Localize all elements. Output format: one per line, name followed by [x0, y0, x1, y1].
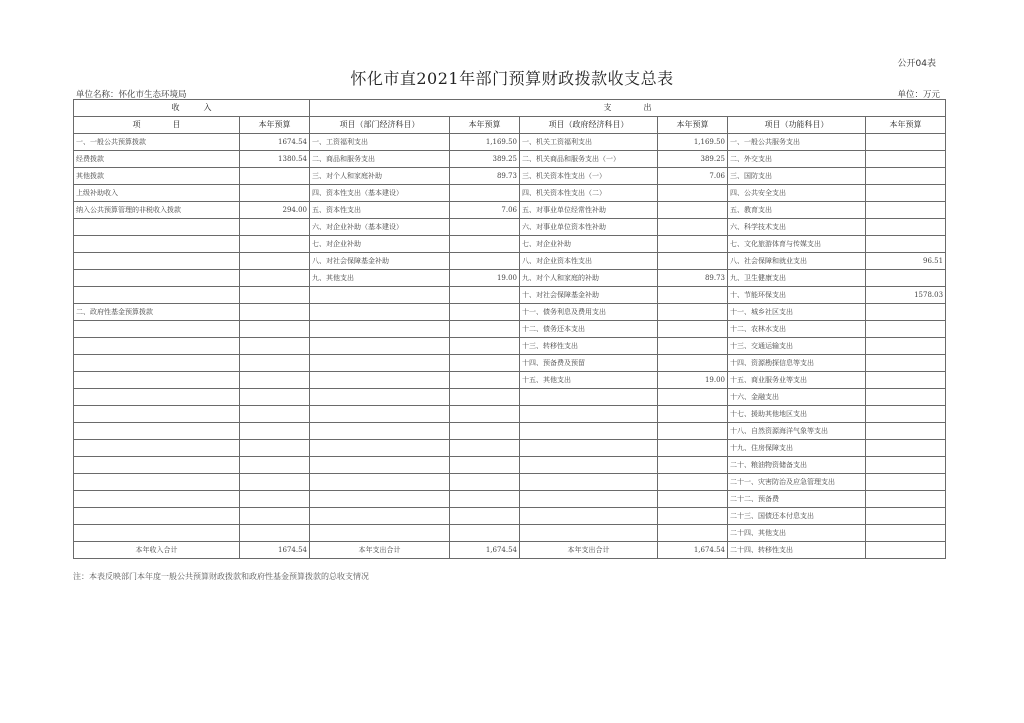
- table-row: [74, 151, 946, 168]
- total-income-value: 1674.54: [240, 542, 310, 559]
- income-value: [240, 236, 310, 253]
- table-row: [74, 457, 946, 474]
- gov-item: 十一、债务利息及费用支出: [520, 304, 658, 321]
- income-item: [74, 474, 240, 491]
- table-row: [74, 321, 946, 338]
- col-header-budget: 本年预算: [450, 117, 520, 134]
- income-value: [240, 338, 310, 355]
- table-row: [74, 185, 946, 202]
- func-value: [866, 219, 946, 236]
- col-header-dept: 项目（部门经济科目）: [310, 117, 450, 134]
- func-value: [866, 440, 946, 457]
- gov-value: [658, 321, 728, 338]
- func-value: [866, 202, 946, 219]
- func-item: 二十四、其他支出: [728, 525, 866, 542]
- func-value: [866, 355, 946, 372]
- func-item: 十七、援助其他地区支出: [728, 406, 866, 423]
- dept-value: [450, 525, 520, 542]
- dept-item: 七、对企业补助: [310, 236, 450, 253]
- table-row: [74, 304, 946, 321]
- gov-item: 二、机关商品和服务支出（一）: [520, 151, 658, 168]
- income-value: [240, 406, 310, 423]
- func-value: 1578.03: [866, 287, 946, 304]
- income-item: 二、政府性基金预算拨款: [74, 304, 240, 321]
- func-value: [866, 151, 946, 168]
- income-value: [240, 304, 310, 321]
- income-item: [74, 389, 240, 406]
- gov-value: [658, 219, 728, 236]
- income-item: [74, 219, 240, 236]
- income-value: [240, 372, 310, 389]
- func-item: 十二、农林水支出: [728, 321, 866, 338]
- income-value: 1380.54: [240, 151, 310, 168]
- table-row: [74, 287, 946, 304]
- table-row: [74, 389, 946, 406]
- dept-value: 19.00: [450, 270, 520, 287]
- income-item: [74, 440, 240, 457]
- func-item: 四、公共安全支出: [728, 185, 866, 202]
- gov-item: 七、对企业补助: [520, 236, 658, 253]
- gov-item: 十三、转移性支出: [520, 338, 658, 355]
- total-gov-label: 本年支出合计: [520, 542, 658, 559]
- gov-item: [520, 491, 658, 508]
- func-value: [866, 338, 946, 355]
- table-row: [74, 168, 946, 185]
- gov-value: [658, 236, 728, 253]
- income-value: [240, 474, 310, 491]
- gov-value: [658, 406, 728, 423]
- dept-value: [450, 185, 520, 202]
- income-header: 收 入: [74, 100, 310, 117]
- table-row: [74, 236, 946, 253]
- income-item: 经费拨款: [74, 151, 240, 168]
- func-item: 十九、住房保障支出: [728, 440, 866, 457]
- gov-value: [658, 304, 728, 321]
- currency-unit: 单位：万元: [897, 90, 940, 100]
- income-item: [74, 457, 240, 474]
- gov-item: 十二、债务还本支出: [520, 321, 658, 338]
- gov-item: [520, 525, 658, 542]
- func-item: 十四、资源勘探信息等支出: [728, 355, 866, 372]
- income-value: [240, 321, 310, 338]
- dept-item: 二、商品和服务支出: [310, 151, 450, 168]
- section-header-row: [74, 100, 946, 117]
- unit-name: 单位名称：怀化市生态环境局: [76, 90, 187, 100]
- table-row: [74, 508, 946, 525]
- income-item: 一、一般公共预算拨款: [74, 134, 240, 151]
- income-item: [74, 236, 240, 253]
- income-item: 纳入公共预算管理的非税收入拨款: [74, 202, 240, 219]
- table-row: [74, 406, 946, 423]
- gov-value: [658, 423, 728, 440]
- gov-value: 89.73: [658, 270, 728, 287]
- func-value: [866, 406, 946, 423]
- gov-value: [658, 440, 728, 457]
- dept-item: 三、对个人和家庭补助: [310, 168, 450, 185]
- func-value: [866, 457, 946, 474]
- func-value: [866, 423, 946, 440]
- func-value: [866, 389, 946, 406]
- dept-item: 九、其他支出: [310, 270, 450, 287]
- gov-value: [658, 338, 728, 355]
- gov-item: 十五、其他支出: [520, 372, 658, 389]
- dept-value: [450, 338, 520, 355]
- income-item: [74, 406, 240, 423]
- dept-value: [450, 236, 520, 253]
- income-value: [240, 253, 310, 270]
- func-item: 十六、金融支出: [728, 389, 866, 406]
- gov-value: [658, 508, 728, 525]
- func-value: [866, 525, 946, 542]
- func-item: 九、卫生健康支出: [728, 270, 866, 287]
- dept-item: [310, 508, 450, 525]
- page-title: 怀化市直2021年部门预算财政拨款收支总表: [350, 69, 674, 88]
- gov-item: 四、机关资本性支出（二）: [520, 185, 658, 202]
- form-number: 公开04表: [897, 59, 936, 69]
- gov-value: 19.00: [658, 372, 728, 389]
- table-row: [74, 491, 946, 508]
- func-item: 一、一般公共服务支出: [728, 134, 866, 151]
- gov-item: [520, 457, 658, 474]
- dept-item: 六、对企业补助（基本建设）: [310, 219, 450, 236]
- total-income-label: 本年收入合计: [74, 542, 240, 559]
- func-value: [866, 134, 946, 151]
- income-value: [240, 525, 310, 542]
- income-value: [240, 355, 310, 372]
- dept-item: [310, 457, 450, 474]
- dept-value: [450, 491, 520, 508]
- income-value: [240, 287, 310, 304]
- gov-value: 389.25: [658, 151, 728, 168]
- dept-value: [450, 253, 520, 270]
- func-item: 二十二、预备费: [728, 491, 866, 508]
- dept-item: [310, 423, 450, 440]
- func-value: [866, 321, 946, 338]
- income-item: [74, 491, 240, 508]
- table-row: [74, 270, 946, 287]
- dept-item: [310, 525, 450, 542]
- table-row: [74, 338, 946, 355]
- gov-item: 十四、预备费及预留: [520, 355, 658, 372]
- dept-item: 一、工资福利支出: [310, 134, 450, 151]
- income-item: [74, 338, 240, 355]
- gov-value: [658, 474, 728, 491]
- func-value: 96.51: [866, 253, 946, 270]
- func-value: [866, 304, 946, 321]
- dept-value: [450, 406, 520, 423]
- income-value: [240, 423, 310, 440]
- dept-value: 1,169.50: [450, 134, 520, 151]
- func-value: [866, 491, 946, 508]
- gov-item: [520, 474, 658, 491]
- func-value: [866, 168, 946, 185]
- income-item: [74, 270, 240, 287]
- income-value: [240, 440, 310, 457]
- table-row: [74, 253, 946, 270]
- func-item: 二十三、国债还本付息支出: [728, 508, 866, 525]
- gov-value: [658, 202, 728, 219]
- dept-value: [450, 440, 520, 457]
- income-value: [240, 508, 310, 525]
- gov-value: [658, 287, 728, 304]
- col-header-budget: 本年预算: [866, 117, 946, 134]
- gov-value: 7.06: [658, 168, 728, 185]
- dept-value: [450, 304, 520, 321]
- func-item: 十五、商业服务业等支出: [728, 372, 866, 389]
- total-func-value: [866, 542, 946, 559]
- func-item: 十八、自然资源海洋气象等支出: [728, 423, 866, 440]
- income-item: 其他拨款: [74, 168, 240, 185]
- dept-value: 7.06: [450, 202, 520, 219]
- func-value: [866, 270, 946, 287]
- func-item: 三、国防支出: [728, 168, 866, 185]
- table-row: [74, 134, 946, 151]
- dept-item: [310, 389, 450, 406]
- dept-item: 四、资本性支出（基本建设）: [310, 185, 450, 202]
- func-item: 八、社会保障和就业支出: [728, 253, 866, 270]
- total-dept-label: 本年支出合计: [310, 542, 450, 559]
- budget-summary-table: [73, 99, 946, 559]
- dept-value: [450, 423, 520, 440]
- table-row: [74, 440, 946, 457]
- gov-item: [520, 406, 658, 423]
- income-value: 1674.54: [240, 134, 310, 151]
- func-item: 六、科学技术支出: [728, 219, 866, 236]
- income-item: [74, 321, 240, 338]
- gov-item: [520, 508, 658, 525]
- dept-item: [310, 491, 450, 508]
- func-value: [866, 372, 946, 389]
- total-row: [74, 542, 946, 559]
- table-row: [74, 423, 946, 440]
- gov-value: [658, 389, 728, 406]
- dept-item: [310, 304, 450, 321]
- dept-value: [450, 474, 520, 491]
- gov-item: 十、对社会保障基金补助: [520, 287, 658, 304]
- dept-value: [450, 508, 520, 525]
- gov-item: [520, 440, 658, 457]
- income-item: 上级补助收入: [74, 185, 240, 202]
- dept-item: [310, 338, 450, 355]
- dept-value: [450, 219, 520, 236]
- func-item: 十、节能环保支出: [728, 287, 866, 304]
- table-row: [74, 525, 946, 542]
- func-item: 二十、粮油物资储备支出: [728, 457, 866, 474]
- total-dept-value: 1,674.54: [450, 542, 520, 559]
- gov-item: 三、机关资本性支出（一）: [520, 168, 658, 185]
- gov-item: [520, 389, 658, 406]
- income-value: [240, 491, 310, 508]
- gov-value: [658, 253, 728, 270]
- dept-item: 五、资本性支出: [310, 202, 450, 219]
- func-item: 十三、交通运输支出: [728, 338, 866, 355]
- income-item: [74, 508, 240, 525]
- table-row: [74, 355, 946, 372]
- total-gov-value: 1,674.54: [658, 542, 728, 559]
- table-row: [74, 202, 946, 219]
- func-value: [866, 236, 946, 253]
- income-item: [74, 372, 240, 389]
- dept-value: [450, 372, 520, 389]
- dept-value: [450, 457, 520, 474]
- gov-item: [520, 423, 658, 440]
- gov-value: 1,169.50: [658, 134, 728, 151]
- col-header-budget: 本年预算: [240, 117, 310, 134]
- gov-item: 一、机关工资福利支出: [520, 134, 658, 151]
- col-header-gov: 项目（政府经济科目）: [520, 117, 658, 134]
- dept-item: [310, 440, 450, 457]
- income-item: [74, 355, 240, 372]
- income-value: [240, 185, 310, 202]
- income-item: [74, 287, 240, 304]
- gov-item: 六、对事业单位资本性补助: [520, 219, 658, 236]
- gov-value: [658, 185, 728, 202]
- col-header-budget: 本年预算: [658, 117, 728, 134]
- dept-item: [310, 287, 450, 304]
- func-item: 二、外交支出: [728, 151, 866, 168]
- income-item: [74, 525, 240, 542]
- dept-value: [450, 287, 520, 304]
- dept-item: [310, 355, 450, 372]
- income-value: [240, 219, 310, 236]
- income-value: [240, 168, 310, 185]
- func-value: [866, 474, 946, 491]
- dept-item: [310, 372, 450, 389]
- col-header-func: 项目（功能科目）: [728, 117, 866, 134]
- gov-value: [658, 525, 728, 542]
- income-value: [240, 457, 310, 474]
- func-item: 五、教育支出: [728, 202, 866, 219]
- income-item: [74, 423, 240, 440]
- gov-value: [658, 355, 728, 372]
- expense-header: 支 出: [310, 100, 946, 117]
- dept-value: [450, 321, 520, 338]
- func-value: [866, 508, 946, 525]
- func-item: 七、文化旅游体育与传媒支出: [728, 236, 866, 253]
- func-item: 二十一、灾害防治及应急管理支出: [728, 474, 866, 491]
- income-value: 294.00: [240, 202, 310, 219]
- gov-item: 九、对个人和家庭的补助: [520, 270, 658, 287]
- dept-value: 89.73: [450, 168, 520, 185]
- dept-value: [450, 355, 520, 372]
- func-value: [866, 185, 946, 202]
- dept-item: 八、对社会保障基金补助: [310, 253, 450, 270]
- gov-item: 五、对事业单位经常性补助: [520, 202, 658, 219]
- col-header-item: 项 目: [74, 117, 240, 134]
- table-row: [74, 372, 946, 389]
- dept-value: 389.25: [450, 151, 520, 168]
- dept-item: [310, 406, 450, 423]
- func-item: 十一、城乡社区支出: [728, 304, 866, 321]
- column-header-row: [74, 117, 946, 134]
- income-item: [74, 253, 240, 270]
- dept-item: [310, 321, 450, 338]
- footnote: 注：本表反映部门本年度一般公共预算财政拨款和政府性基金预算拨款的总收支情况: [73, 572, 369, 581]
- gov-value: [658, 457, 728, 474]
- dept-value: [450, 389, 520, 406]
- income-value: [240, 389, 310, 406]
- total-func-item: 二十四、转移性支出: [728, 542, 866, 559]
- table-row: [74, 219, 946, 236]
- table-row: [74, 474, 946, 491]
- income-value: [240, 270, 310, 287]
- gov-item: 八、对企业资本性支出: [520, 253, 658, 270]
- gov-value: [658, 491, 728, 508]
- dept-item: [310, 474, 450, 491]
